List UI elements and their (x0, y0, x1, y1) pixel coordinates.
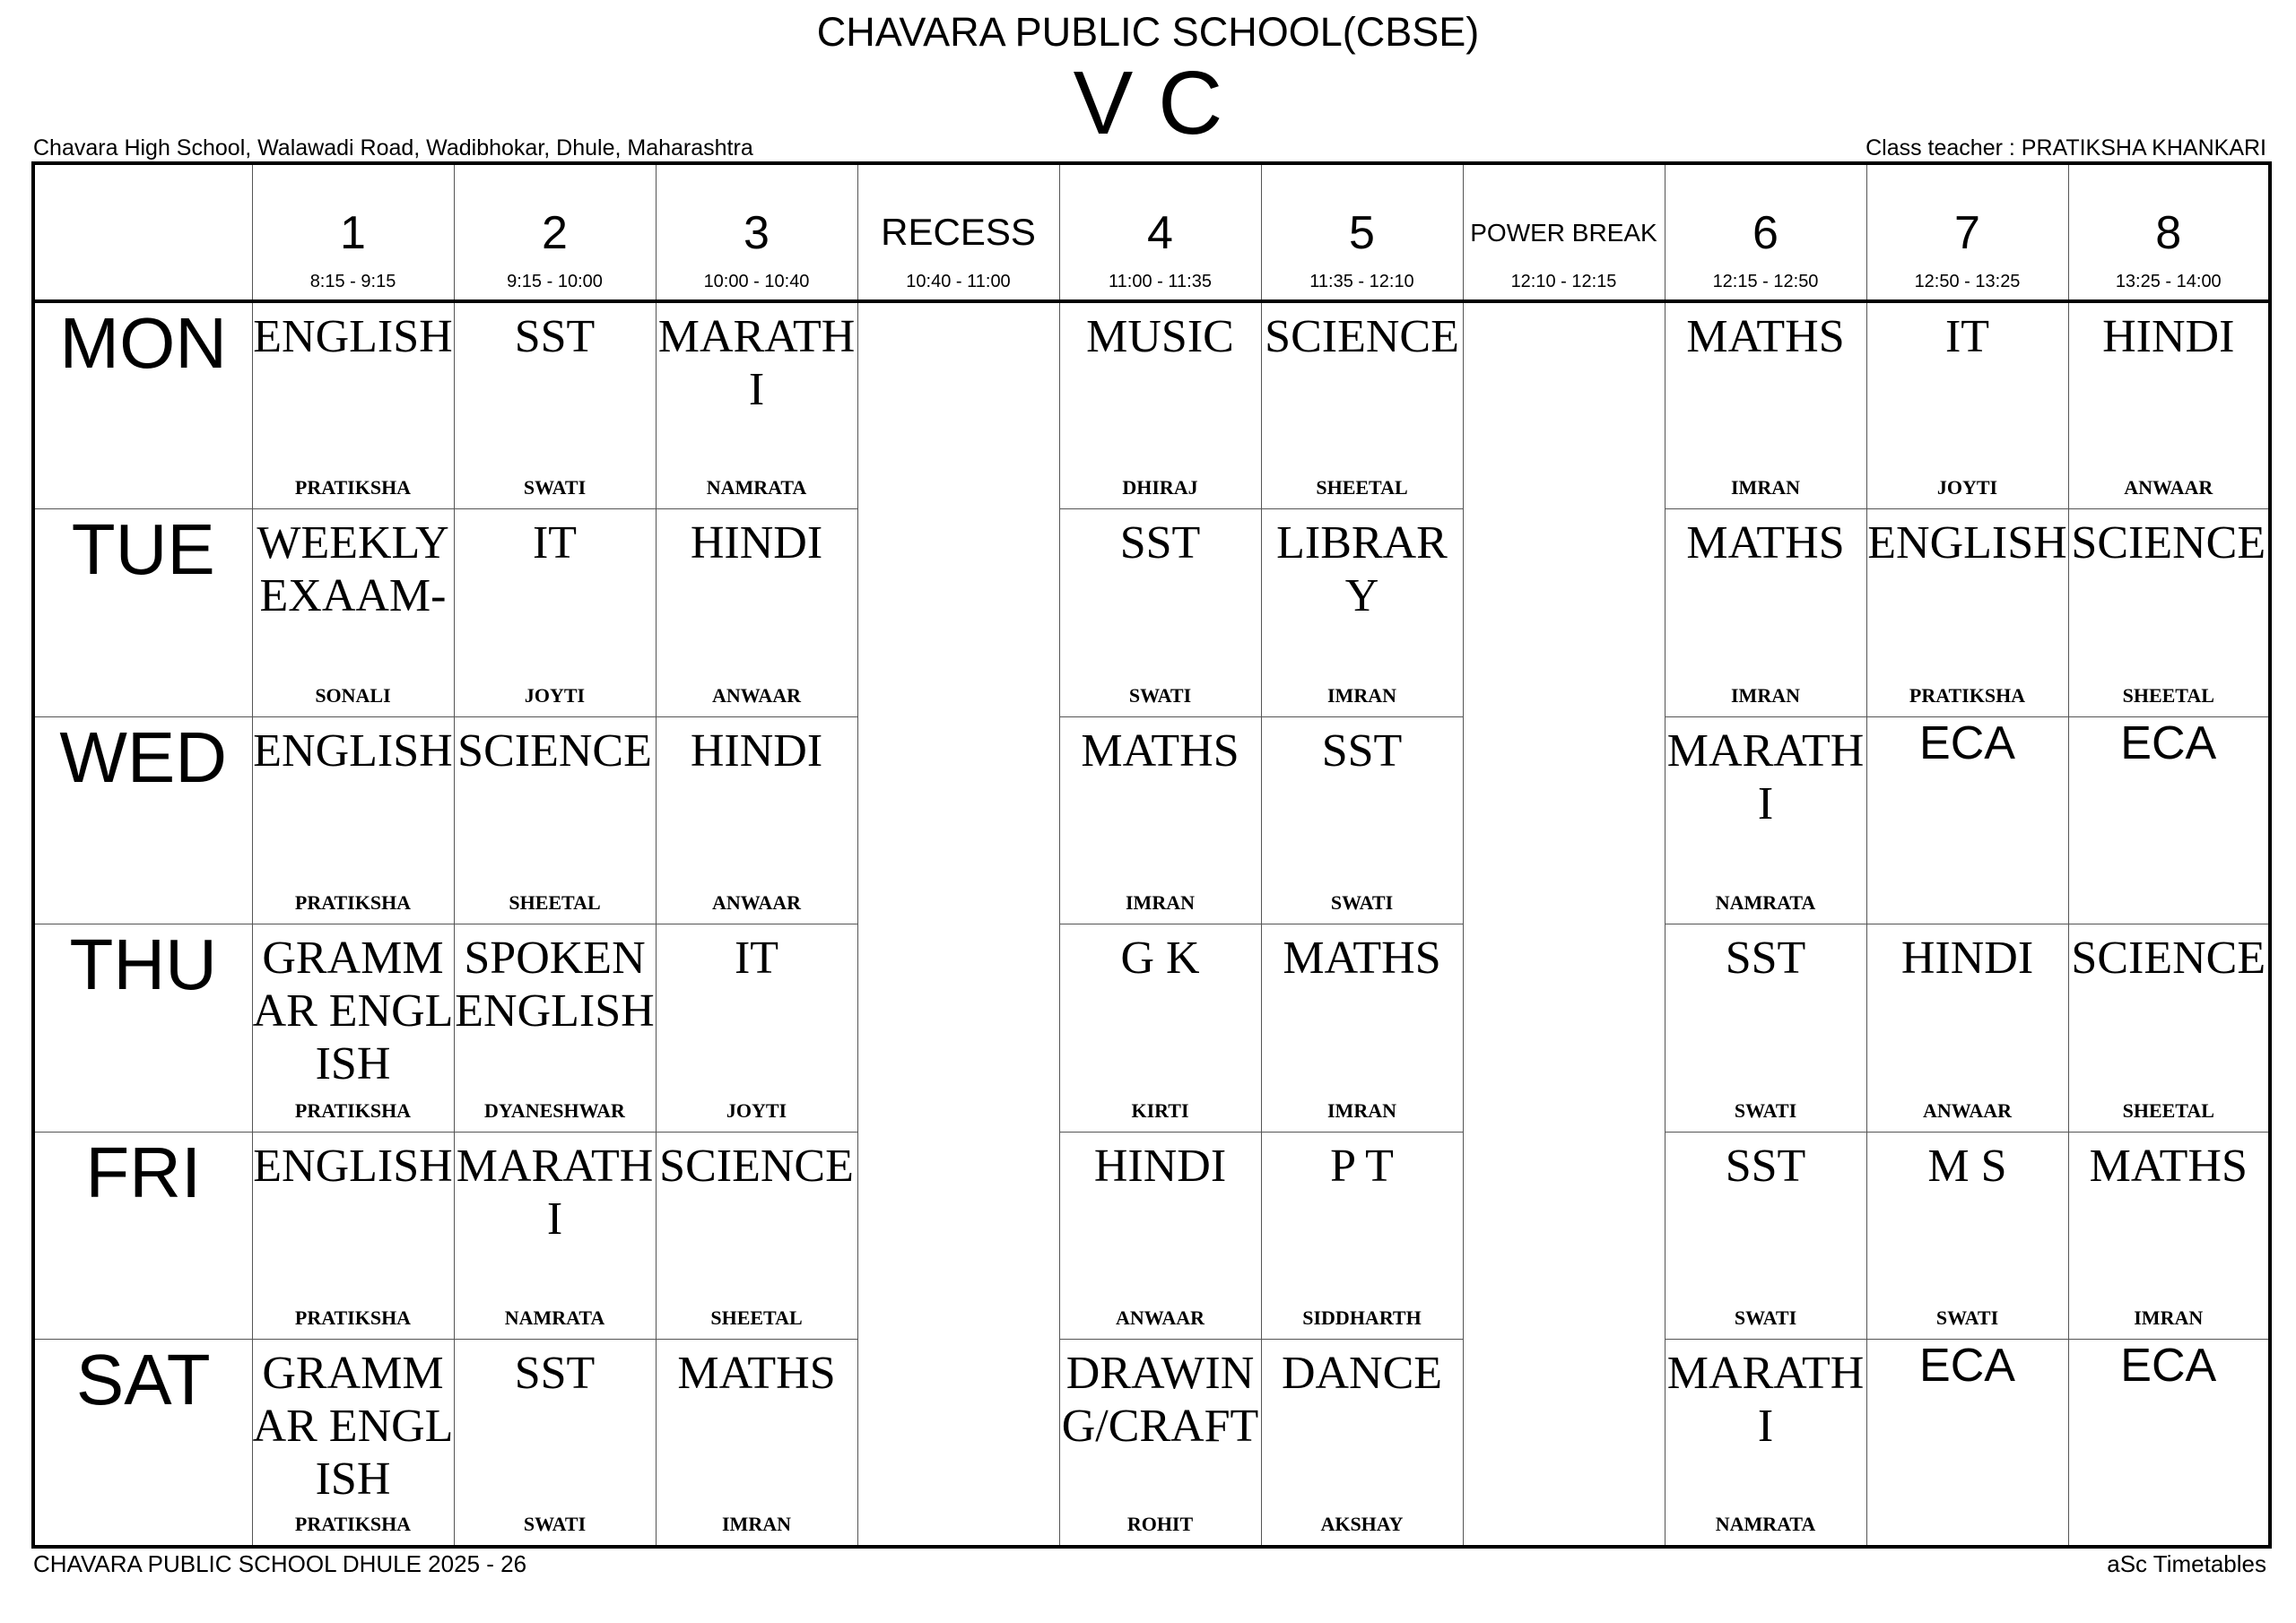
teacher-name: SWATI (523, 476, 587, 499)
subject-name: SCIENCE (2071, 933, 2266, 984)
subject-name: ENGLISH (253, 311, 453, 362)
subject-name: IT (734, 933, 779, 984)
day-row (33, 1340, 2270, 1548)
teacher-name: SWATI (1734, 1306, 1797, 1329)
subject-name: MATHS (677, 1348, 836, 1399)
subject-name: SST (1725, 933, 1806, 984)
teacher-name: IMRAN (1731, 476, 1800, 499)
teacher-name: IMRAN (2134, 1306, 2204, 1329)
lesson-cell (1665, 716, 1866, 924)
teacher-name: AKSHAY (1320, 1513, 1404, 1535)
lesson-cell (1059, 1132, 1261, 1340)
lesson-cell (656, 301, 857, 509)
class-name: V C (1073, 53, 1223, 153)
subject-name: MATHS (1283, 933, 1441, 984)
subject-name: MARATHI (456, 1140, 654, 1245)
lesson-cell (252, 509, 454, 717)
teacher-name: PRATIKSHA (294, 1306, 412, 1329)
lesson-cell (2068, 1132, 2270, 1340)
teacher-name: ANWAAR (712, 683, 801, 707)
lesson-cell (2068, 301, 2270, 509)
period-time: 8:15 - 9:15 (309, 272, 396, 291)
teacher-name: KIRTI (1131, 1098, 1189, 1122)
school-address: Chavara High School, Walawadi Road, Wadibhokar, Dhule, Maharashtra (33, 135, 753, 161)
subject-name: SST (514, 1348, 596, 1399)
subject-name: G K (1120, 933, 1200, 984)
lesson-cell (1665, 301, 1866, 509)
lesson-cell (1665, 509, 1866, 717)
footer-credit: aSc Timetables (2107, 1550, 2266, 1577)
teacher-name: SHEETAL (710, 1306, 803, 1329)
subject-name: SCIENCE (457, 725, 652, 777)
subject-name: IT (1944, 311, 1990, 362)
period-header (252, 163, 454, 301)
period-number: 1 (340, 207, 366, 259)
teacher-name: IMRAN (1327, 1098, 1396, 1122)
lesson-cell (454, 1340, 656, 1548)
teacher-name: JOYTI (524, 683, 586, 707)
break-name: RECESS (881, 211, 1036, 253)
teacher-name: PRATIKSHA (294, 891, 412, 914)
period-number: 4 (1147, 207, 1173, 259)
teacher-name: JOYTI (1936, 476, 1998, 499)
teacher-name: IMRAN (1126, 891, 1195, 914)
break-name: POWER BREAK (1470, 219, 1657, 247)
subject-name: SCIENCE (2071, 517, 2266, 568)
lesson-cell (1059, 924, 1261, 1133)
lesson-cell (454, 924, 656, 1133)
lesson-cell (1665, 1132, 1866, 1340)
lesson-cell (1665, 924, 1866, 1133)
teacher-name: PRATIKSHA (294, 1513, 412, 1535)
subject-name: GRAMMAR ENGLISH (252, 933, 454, 1089)
teacher-name: SWATI (1330, 891, 1394, 914)
subject-name: MUSIC (1086, 311, 1234, 362)
lesson-cell (1261, 509, 1463, 717)
teacher-name: PRATIKSHA (1909, 683, 2026, 707)
lesson-cell (454, 716, 656, 924)
teacher-name: IMRAN (722, 1513, 791, 1535)
lesson-cell (252, 924, 454, 1133)
timetable (31, 161, 2272, 1549)
teacher-name: SWATI (1935, 1306, 1999, 1329)
lesson-cell (1261, 716, 1463, 924)
subject-name: SST (514, 311, 596, 362)
power-break-header (1463, 163, 1665, 301)
subject-name: SCIENCE (1265, 311, 1459, 362)
teacher-name: NAMRATA (1715, 1513, 1816, 1535)
period-time: 12:15 - 12:50 (1712, 272, 1819, 291)
day-label: TUE (33, 509, 252, 717)
teacher-name: NAMRATA (706, 476, 807, 499)
period-time: 10:40 - 11:00 (906, 272, 1011, 291)
period-number: 6 (1752, 207, 1779, 259)
lesson-cell (1261, 1340, 1463, 1548)
teacher-name: NAMRATA (504, 1306, 605, 1329)
period-header (1866, 163, 2068, 301)
subject-name: MATHS (1686, 517, 1845, 568)
recess-header (857, 163, 1059, 301)
teacher-name: SHEETAL (2122, 1098, 2214, 1122)
teacher-name: SHEETAL (2122, 683, 2214, 707)
period-header-row (33, 163, 2270, 301)
subject-name: LIBRARY (1276, 517, 1448, 621)
day-label: THU (33, 924, 252, 1133)
lesson-cell (1059, 301, 1261, 509)
lesson-cell (1866, 716, 2068, 924)
subject-name: MARATHI (657, 311, 856, 415)
subject-name: P T (1330, 1140, 1394, 1192)
period-number: 5 (1349, 207, 1375, 259)
subject-name: ECA (2120, 716, 2217, 769)
period-time: 13:25 - 14:00 (2115, 272, 2222, 291)
teacher-name: JOYTI (726, 1098, 787, 1122)
teacher-name: IMRAN (1327, 683, 1396, 707)
period-header (656, 163, 857, 301)
lesson-cell (656, 1132, 857, 1340)
subject-name: GRAMMAR ENGLISH (252, 1348, 454, 1505)
day-row (33, 716, 2270, 924)
teacher-name: SWATI (523, 1513, 587, 1535)
teacher-name: DYANESHWAR (484, 1098, 625, 1122)
recess-column (857, 301, 1059, 1547)
period-header (454, 163, 656, 301)
subject-name: HINDI (1093, 1140, 1227, 1192)
teacher-name: ANWAAR (1116, 1306, 1205, 1329)
footer-school-year: CHAVARA PUBLIC SCHOOL DHULE 2025 - 26 (33, 1550, 527, 1577)
day-row (33, 509, 2270, 717)
teacher-name: SHEETAL (1316, 476, 1408, 499)
subject-name: SST (1321, 725, 1403, 777)
subject-name: HINDI (1900, 933, 2034, 984)
subject-name: SST (1725, 1140, 1806, 1192)
teacher-name: ANWAAR (1923, 1098, 2012, 1122)
period-time: 9:15 - 10:00 (507, 272, 603, 291)
teacher-name: IMRAN (1731, 683, 1800, 707)
teacher-name: SWATI (1128, 683, 1192, 707)
subject-name: HINDI (2102, 311, 2235, 362)
lesson-cell (2068, 1340, 2270, 1548)
lesson-cell (1866, 509, 2068, 717)
power-break-column (1463, 301, 1665, 1547)
period-number: 2 (542, 207, 568, 259)
lesson-cell (454, 509, 656, 717)
lesson-cell (2068, 716, 2270, 924)
subject-name: ECA (1919, 1340, 2015, 1392)
teacher-name: NAMRATA (1715, 891, 1816, 914)
lesson-cell (252, 1132, 454, 1340)
lesson-cell (656, 716, 857, 924)
school-title: CHAVARA PUBLIC SCHOOL(CBSE) (816, 9, 1480, 55)
teacher-name: SWATI (1734, 1098, 1797, 1122)
lesson-cell (252, 301, 454, 509)
subject-name: SCIENCE (659, 1140, 854, 1192)
subject-name: M S (1927, 1140, 2007, 1192)
day-row (33, 301, 2270, 509)
lesson-cell (1665, 1340, 1866, 1548)
lesson-cell (656, 924, 857, 1133)
period-header (1665, 163, 1866, 301)
teacher-name: DHIRAJ (1122, 476, 1198, 499)
teacher-name: SONALI (315, 683, 391, 707)
subject-name: SPOKEN ENGLISH (455, 933, 655, 1037)
lesson-cell (2068, 509, 2270, 717)
day-row (33, 924, 2270, 1133)
lesson-cell (1866, 1340, 2068, 1548)
lesson-cell (656, 1340, 857, 1548)
subject-name: ECA (1919, 716, 2015, 769)
lesson-cell (1261, 924, 1463, 1133)
subject-name: ENGLISH (253, 1140, 453, 1192)
lesson-cell (1261, 301, 1463, 509)
teacher-name: SHEETAL (509, 891, 601, 914)
lesson-cell (454, 301, 656, 509)
subject-name: WEEKLY EXAAM- (257, 517, 449, 621)
subject-name: MARATHI (1666, 725, 1865, 829)
teacher-name: ROHIT (1126, 1513, 1194, 1535)
subject-name: ECA (2120, 1340, 2217, 1392)
period-time: 10:00 - 10:40 (703, 272, 810, 291)
subject-name: IT (532, 517, 578, 568)
lesson-cell (1059, 716, 1261, 924)
lesson-cell (1059, 1340, 1261, 1548)
subject-name: MATHS (2089, 1140, 2248, 1192)
day-label: SAT (33, 1340, 252, 1548)
period-header (2068, 163, 2270, 301)
day-row (33, 1132, 2270, 1340)
subject-name: ENGLISH (253, 725, 453, 777)
lesson-cell (1866, 301, 2068, 509)
lesson-cell (252, 716, 454, 924)
subject-name: SST (1119, 517, 1201, 568)
subject-name: MARATHI (1666, 1348, 1865, 1452)
period-time: 11:00 - 11:35 (1109, 272, 1212, 291)
lesson-cell (656, 509, 857, 717)
lesson-cell (1261, 1132, 1463, 1340)
lesson-cell (1059, 509, 1261, 717)
subject-name: HINDI (690, 517, 823, 568)
period-number: 8 (2155, 207, 2182, 259)
subject-name: ENGLISH (1867, 517, 2067, 568)
teacher-name: ANWAAR (2124, 476, 2213, 499)
day-label: FRI (33, 1132, 252, 1340)
subject-name: DANCE (1281, 1348, 1443, 1399)
lesson-cell (1866, 1132, 2068, 1340)
period-number: 7 (1954, 207, 1980, 259)
teacher-name: PRATIKSHA (294, 476, 412, 499)
period-header (1261, 163, 1463, 301)
teacher-name: SIDDHARTH (1302, 1306, 1422, 1329)
period-header (1059, 163, 1261, 301)
subject-name: MATHS (1081, 725, 1239, 777)
period-time: 11:35 - 12:10 (1309, 272, 1414, 291)
class-teacher: Class teacher : PRATIKSHA KHANKARI (1866, 135, 2266, 161)
period-number: 3 (744, 207, 770, 259)
period-time: 12:50 - 13:25 (1914, 272, 2021, 291)
day-label: WED (33, 716, 252, 924)
corner-cell (33, 163, 252, 301)
teacher-name: PRATIKSHA (294, 1098, 412, 1122)
subject-name: MATHS (1686, 311, 1845, 362)
subject-name: HINDI (690, 725, 823, 777)
day-label: MON (33, 301, 252, 509)
lesson-cell (1866, 924, 2068, 1133)
teacher-name: ANWAAR (712, 891, 801, 914)
subject-name: DRAWING/CRAFT (1061, 1348, 1259, 1452)
period-time: 12:10 - 12:15 (1510, 272, 1617, 291)
lesson-cell (454, 1132, 656, 1340)
lesson-cell (2068, 924, 2270, 1133)
lesson-cell (252, 1340, 454, 1548)
